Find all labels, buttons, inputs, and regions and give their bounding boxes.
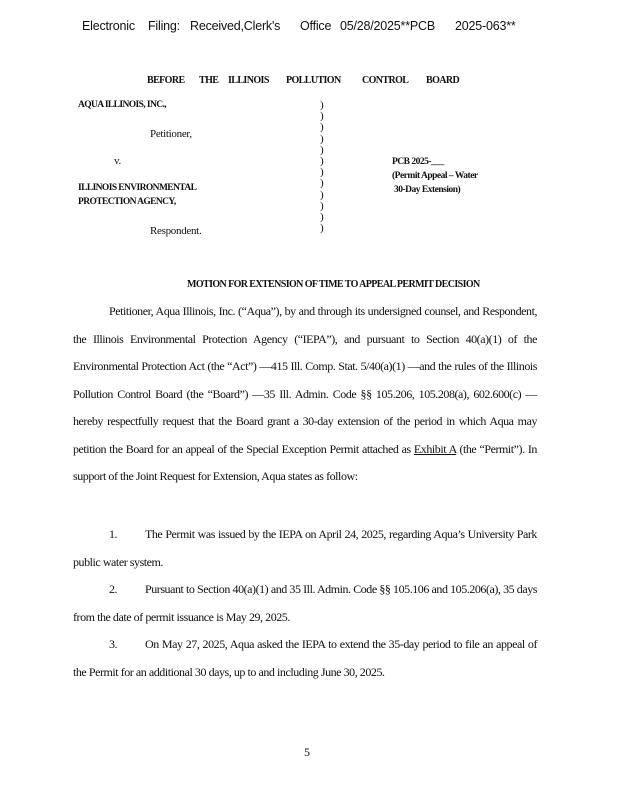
header-electronic: Electronic — [82, 19, 135, 33]
respondent-line1: ILLINOIS ENVIRONMENTAL — [78, 183, 197, 193]
petitioner-role: Petitioner, — [150, 128, 192, 140]
paragraph-text: The Permit was issued by the IEPA on April 24, 2025, regarding Aqua’s University Park public water system. — [73, 527, 537, 569]
paren: ) — [320, 222, 324, 235]
paren: ) — [320, 143, 324, 156]
header-received: Received,Clerk's — [190, 19, 281, 33]
intro-text: Petitioner, Aqua Illinois, Inc. (“Aqua”), by and through its undersigned counsel, and Respondent, the Illinois Environmental Protection Agency (“IEPA”), and pursuant to Section 40(a)(1) of the Environmental Protection Act (the “Act”) —415 Ill. Comp. Stat. 5/40(a)(1) —and the rules of the Illinois Pollution Control Board (the “Board”) —35 Ill. Admin. Code §§ 105.206, 105.208(a), 602.600(c) —hereby respectfully request that the Board grant a 30-day extension of the period in which Aqua may petition the Board for an appeal of the Special Exception Permit attached as — [73, 304, 537, 456]
pcb-case-block — [392, 155, 478, 197]
paragraph-text: On May 27, 2025, Aqua asked the IEPA to extend the 35-day period to file an appeal of the Permit for an additional 30 days, up to and including June 30, 2025. — [73, 637, 537, 679]
paren: ) — [320, 132, 324, 145]
numbered-paragraph — [73, 576, 537, 631]
page-number: 5 — [304, 745, 310, 759]
header-office: Office — [300, 19, 332, 33]
pcb-desc-line2: 30-Day Extension) — [394, 185, 461, 195]
paren: ) — [320, 177, 324, 190]
caption-pollution: POLLUTION — [286, 75, 341, 86]
petitioner-name: AQUA ILLINOIS, INC., — [78, 100, 167, 110]
caption-before: BEFORE — [147, 75, 185, 86]
numbered-paragraph — [73, 631, 537, 686]
header-filing: Filing: — [148, 19, 180, 33]
respondent-role: Respondent. — [150, 225, 202, 237]
caption-illinois: ILLINOIS — [228, 75, 269, 86]
paren: ) — [320, 99, 324, 111]
intro-text-end: (the “Permit”). In support of the Joint Request for Extension, Aqua states as follow: — [73, 441, 537, 483]
pcb-number: PCB 2025-___ — [392, 157, 444, 167]
caption-board: BOARD — [426, 75, 460, 86]
paren: ) — [320, 210, 324, 223]
paren: ) — [320, 121, 324, 134]
caption-the: THE — [199, 75, 219, 86]
paren: ) — [320, 166, 324, 179]
paragraph-number: 2. — [109, 582, 118, 596]
caption-control: CONTROL — [362, 75, 409, 86]
paren: ) — [320, 154, 324, 167]
motion-title: MOTION FOR EXTENSION OF TIME TO APPEAL PERMIT DECISION — [187, 279, 480, 290]
header-case: 2025-063** — [455, 19, 516, 33]
numbered-paragraph — [73, 521, 537, 576]
caption-parentheses — [320, 100, 324, 234]
paragraph-text: Pursuant to Section 40(a)(1) and 35 Ill. Admin. Code §§ 105.106 and 105.206(a), 35 days from the date of permit issuance is May 29, 2025. — [73, 582, 537, 624]
header-date: 05/28/2025**PCB — [340, 19, 435, 33]
versus: v. — [114, 155, 121, 167]
paren: ) — [320, 110, 324, 123]
pcb-desc-line1: (Permit Appeal – Water — [392, 171, 478, 181]
paragraph-number: 1. — [109, 527, 118, 541]
exhibit-a-reference: Exhibit A — [413, 441, 457, 456]
paren: ) — [320, 199, 324, 212]
paragraph-number: 3. — [109, 637, 118, 651]
respondent-line2: PROTECTION AGENCY, — [78, 197, 176, 207]
intro-paragraph — [73, 298, 537, 491]
paren: ) — [320, 188, 324, 201]
